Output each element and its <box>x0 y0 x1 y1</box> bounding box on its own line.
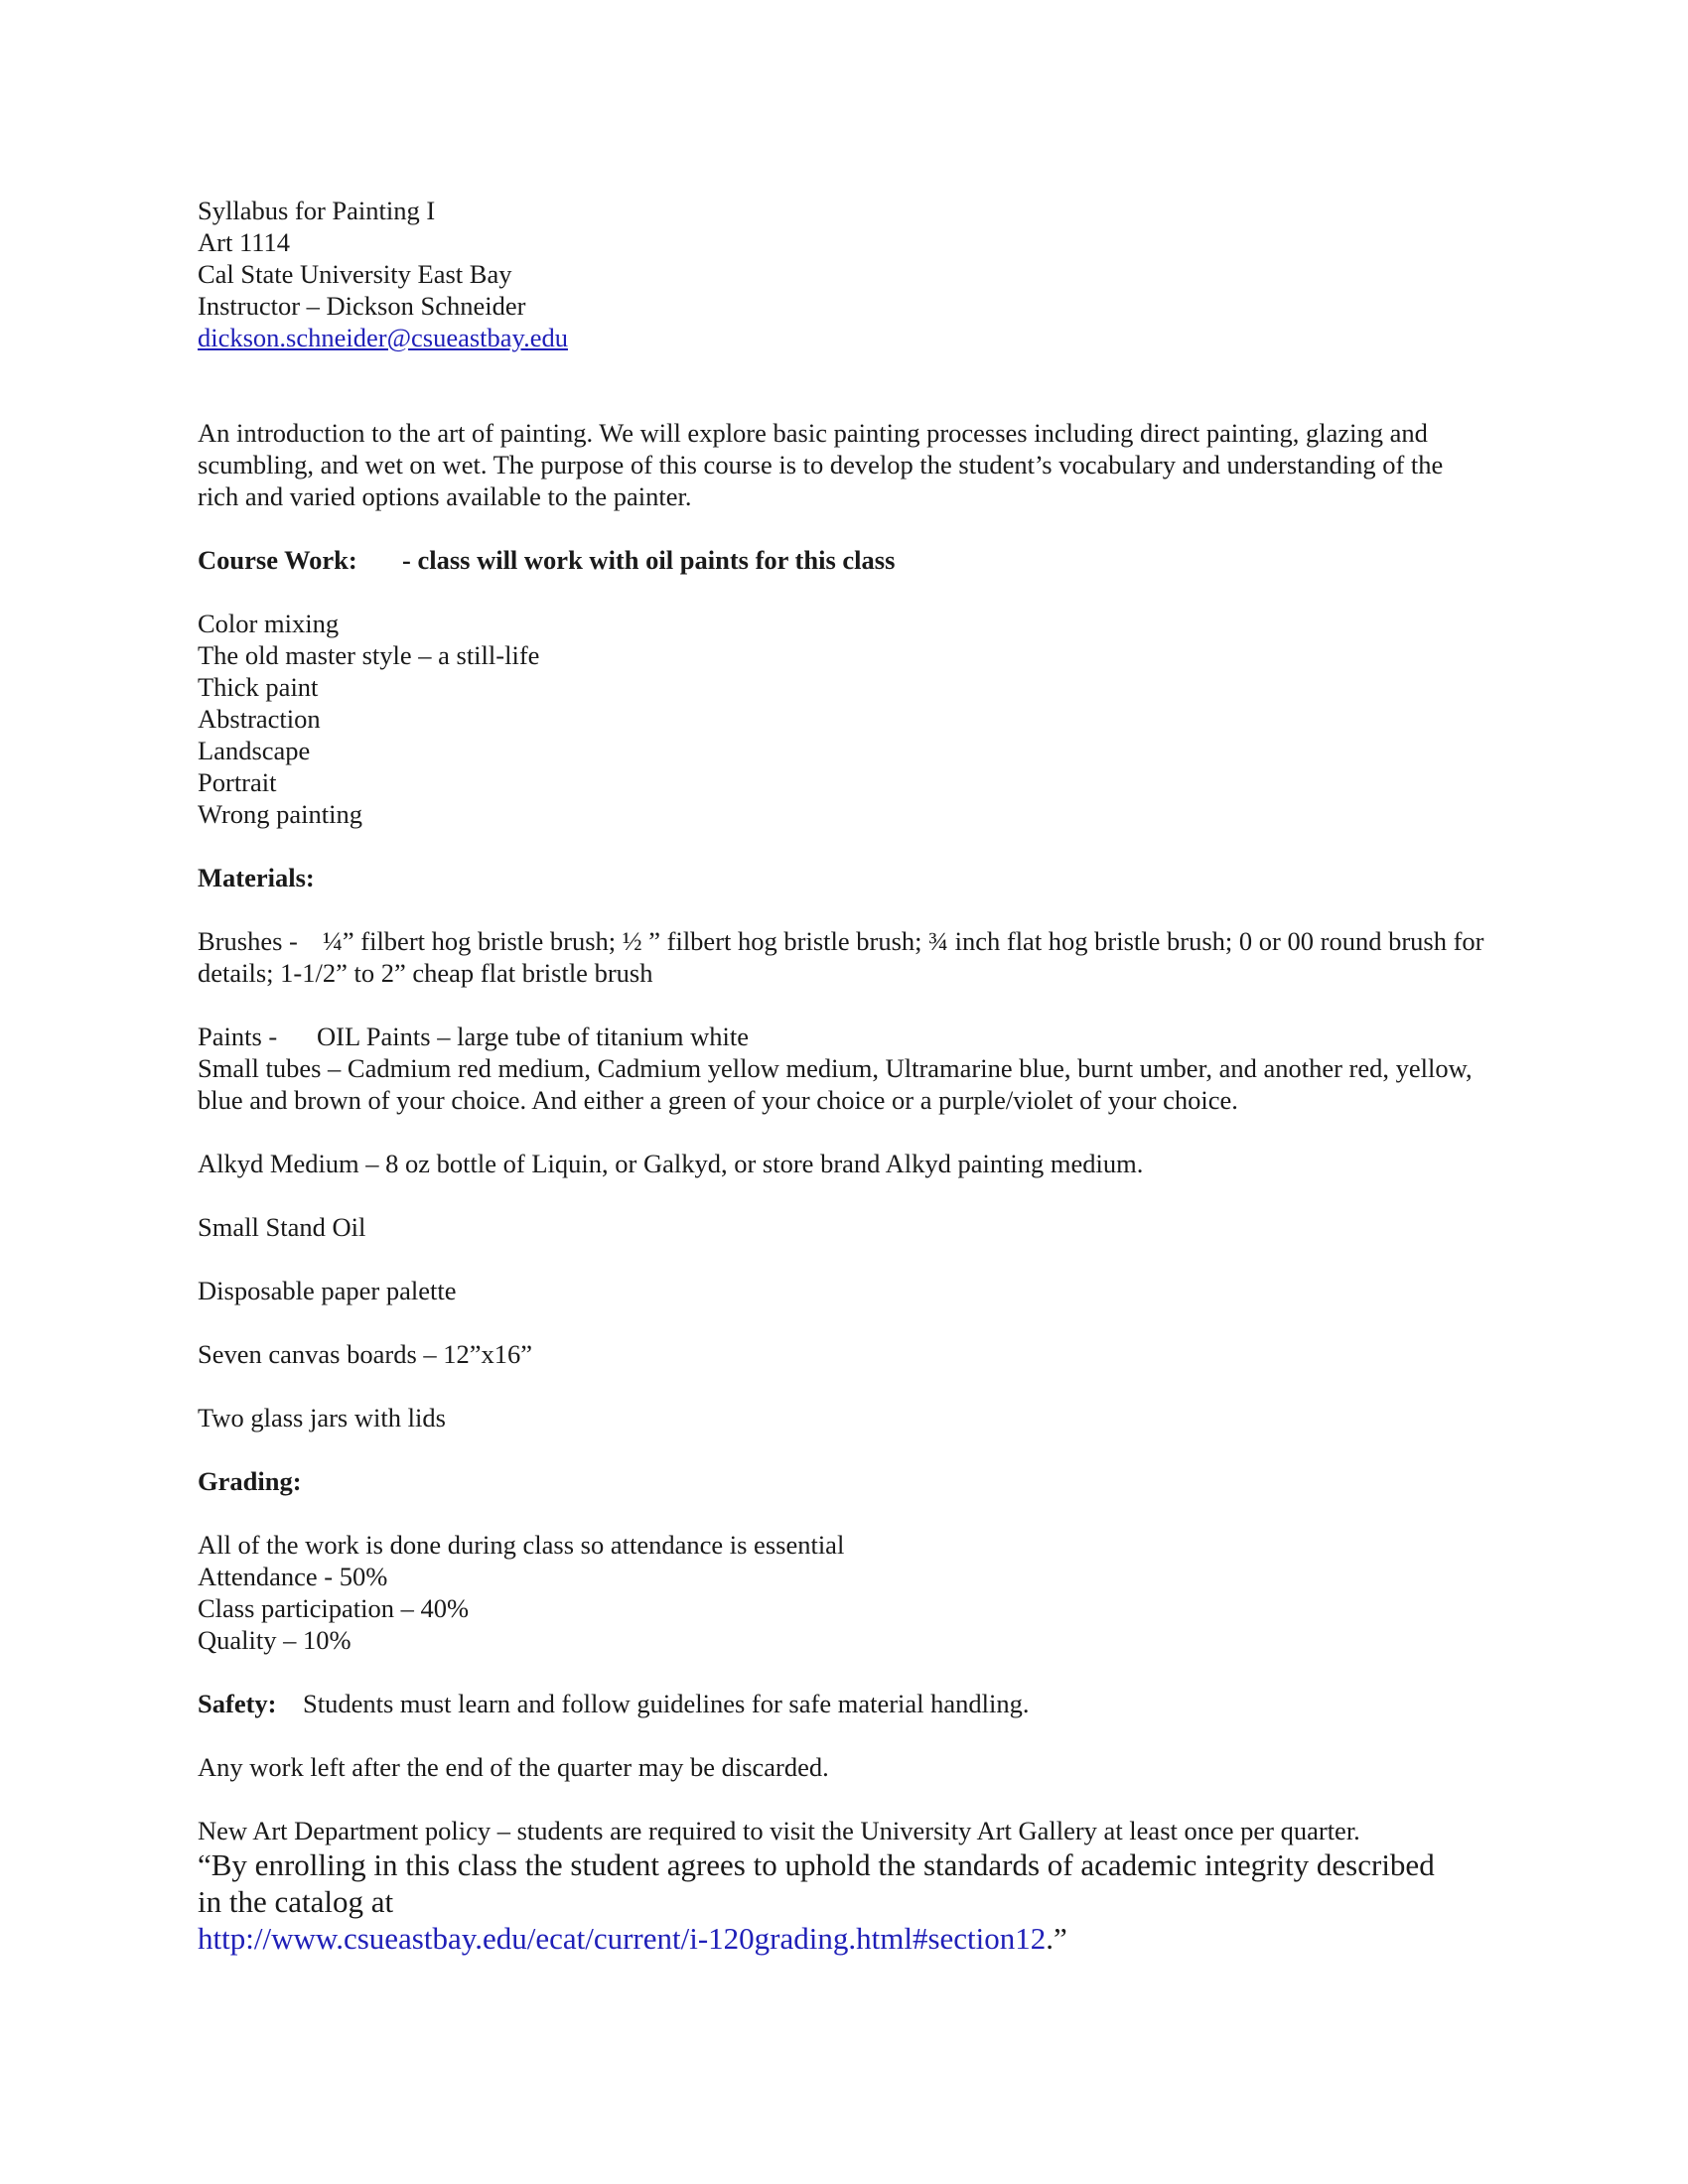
brushes-paragraph <box>198 925 1488 989</box>
grading-intro: All of the work is done during class so attendance is essential <box>198 1530 845 1560</box>
grading-item: Attendance - 50% <box>198 1562 388 1591</box>
list-item: The old master style – a still-life <box>198 640 540 670</box>
brushes-label: Brushes - <box>198 926 298 956</box>
list-item: Color mixing <box>198 609 340 638</box>
instructor-email-link[interactable]: dickson.schneider@csueastbay.edu <box>198 323 568 352</box>
discard-note: Any work left after the end of the quarter may be discarded. <box>198 1752 829 1782</box>
stand-oil: Small Stand Oil <box>198 1212 366 1242</box>
brushes-text: ¼” filbert hog bristle brush; ½ ” filbert hog bristle brush; ¾ inch flat hog bristle brush; 0 or 00 round brush for details; 1-1/2” to 2” cheap flat bristle brush <box>198 926 1484 988</box>
list-item: Thick paint <box>198 672 319 702</box>
instructor-name: Instructor – Dickson Schneider <box>198 291 526 321</box>
course-work-list <box>198 608 1508 830</box>
integrity-statement <box>198 1846 1459 1957</box>
safety-label: Safety: <box>198 1689 277 1718</box>
safety-line <box>198 1688 1508 1719</box>
materials-heading: Materials: <box>198 863 315 892</box>
integrity-text: “By enrolling in this class the student agrees to uphold the standards of academic integrity described in the catalog at <box>198 1847 1435 1919</box>
course-work-heading: Course Work: <box>198 545 357 575</box>
paints-line <box>198 1021 1508 1052</box>
gallery-policy: New Art Department policy – students are required to visit the University Art Gallery at least once per quarter. <box>198 1816 1360 1845</box>
paints-text: OIL Paints – large tube of titanium white <box>317 1022 749 1051</box>
canvas-boards: Seven canvas boards – 12”x16” <box>198 1339 533 1369</box>
grading-item: Quality – 10% <box>198 1625 352 1655</box>
small-tubes-paragraph: Small tubes – Cadmium red medium, Cadmium yellow medium, Ultramarine blue, burnt umber, and another red, yellow, blue and brown of your choice. And either a green of your choice or a purple/violet of your choice. <box>198 1053 1473 1115</box>
alkyd-medium: Alkyd Medium – 8 oz bottle of Liquin, or Galkyd, or store brand Alkyd painting medium. <box>198 1149 1144 1178</box>
paper-palette: Disposable paper palette <box>198 1276 457 1305</box>
paints-label: Paints - <box>198 1022 278 1051</box>
document-title: Syllabus for Painting I <box>198 196 436 225</box>
safety-text: Students must learn and follow guidelines for safe material handling. <box>303 1689 1030 1718</box>
grading-heading: Grading: <box>198 1466 302 1496</box>
course-work-note: - class will work with oil paints for this class <box>402 545 896 575</box>
list-item: Abstraction <box>198 704 321 734</box>
list-item: Landscape <box>198 736 311 765</box>
catalog-link[interactable]: http://www.csueastbay.edu/ecat/current/i-120grading.html#section12 <box>198 1921 1047 1956</box>
glass-jars: Two glass jars with lids <box>198 1403 446 1433</box>
list-item: Portrait <box>198 767 277 797</box>
grading-item: Class participation – 40% <box>198 1593 470 1623</box>
syllabus-page <box>198 195 1508 1957</box>
course-intro: An introduction to the art of painting. We will explore basic painting processes including direct painting, glazing and scumbling, and wet on wet. The purpose of this course is to develop the student’s vocabulary and understanding of the rich and varied options available to the painter. <box>198 418 1444 511</box>
integrity-closing: .” <box>1046 1921 1067 1956</box>
course-work-heading-line <box>198 544 1508 576</box>
university-name: Cal State University East Bay <box>198 259 512 289</box>
course-number: Art 1114 <box>198 227 290 257</box>
list-item: Wrong painting <box>198 799 363 829</box>
